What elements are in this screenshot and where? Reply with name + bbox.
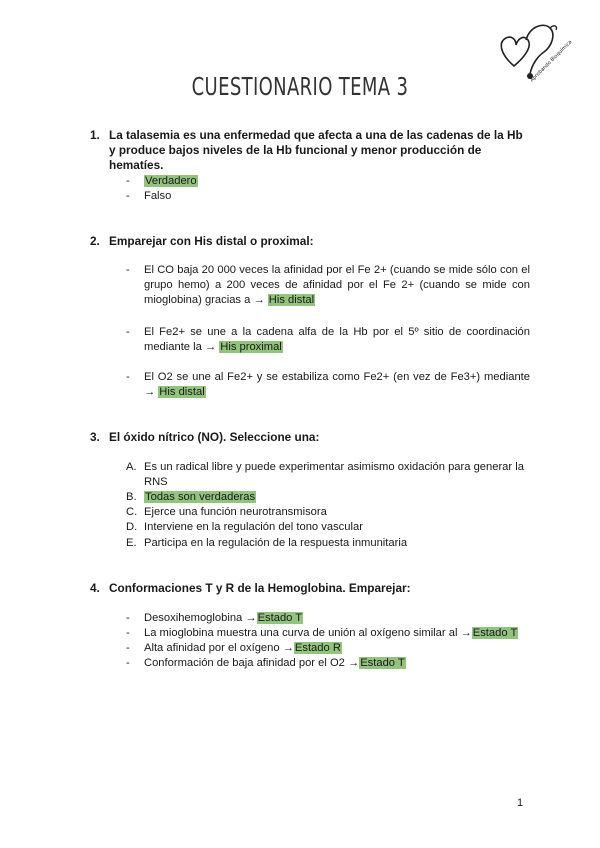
answer-highlight: Estado R <box>294 642 341 654</box>
q4-item: - Desoxihemoglobina →Estado T <box>126 612 303 624</box>
correct-answer-highlight: Verdadero <box>145 175 197 187</box>
svg-text:Aprobando Bioquímica: Aprobando Bioquímica <box>529 39 574 84</box>
question-number: 2. <box>90 234 100 248</box>
question-1 <box>90 128 530 173</box>
page-number: 1 <box>517 797 524 809</box>
question-number: 4. <box>90 581 100 595</box>
question-number: 1. <box>90 128 100 142</box>
answer-highlight: His proximal <box>220 341 282 353</box>
answer-highlight: His distal <box>159 386 205 398</box>
question-text: El óxido nítrico (NO). Seleccione una: <box>109 430 320 444</box>
q2-item: - El O2 se une al Fe2+ y se estabiliza como Fe2+ (en vez de Fe3+) mediante → His distal <box>126 371 530 398</box>
answer-highlight: Estado T <box>360 657 405 669</box>
answer-highlight: Estado T <box>472 627 518 639</box>
question-text: La talasemia es una enfermedad que afecta a una de las cadenas de la Hb y produce bajos niveles de la Hb funcional y menor producción de hematíes. <box>109 128 523 172</box>
q2-item: - El Fe2+ se une a la cadena alfa de la Hb por el 5º sitio de coordinación mediante la → His proximal <box>126 326 530 353</box>
question-2 <box>90 234 530 249</box>
q4-item: - Conformación de baja afinidad por el O2 →Estado T <box>126 657 405 669</box>
question-number: 3. <box>90 430 100 444</box>
q4-item: - La mioglobina muestra una curva de unión al oxígeno similar al →Estado T <box>126 627 518 639</box>
question-3 <box>90 430 530 445</box>
question-4 <box>90 581 530 596</box>
q3-option: D. Interviene en la regulación del tono vascular <box>126 521 363 533</box>
q1-option: - Falso <box>126 190 172 202</box>
answer-highlight: Estado T <box>257 612 303 624</box>
q3-option: A. Es un radical libre y puede experimentar asimismo oxidación para generar la RNS <box>126 461 524 488</box>
page-title: CUESTIONARIO TEMA 3 <box>191 72 409 101</box>
question-text: Emparejar con His distal o proximal: <box>109 234 314 248</box>
q2-item: - El CO baja 20 000 veces la afinidad por el Fe 2+ (cuando se mide sólo con el grupo hemo) a 200 veces de afinidad por el Fe 2+ (cuando se mide con mioglobina) gracias a → His distal <box>126 264 530 306</box>
q3-option: B. Todas son verdaderas <box>126 491 256 503</box>
q3-option: C. Ejerce una función neurotransmisora <box>126 506 327 518</box>
q3-option: E. Participa en la regulación de la respuesta inmunitaria <box>126 537 408 549</box>
correct-answer-highlight: Todas son verdaderas <box>145 491 256 503</box>
q4-item: - Alta afinidad por el oxígeno →Estado R <box>126 642 341 654</box>
question-text: Conformaciones T y R de la Hemoglobina. Emparejar: <box>109 581 411 595</box>
answer-highlight: His distal <box>268 294 315 306</box>
q1-option: - Verdadero <box>126 175 197 187</box>
